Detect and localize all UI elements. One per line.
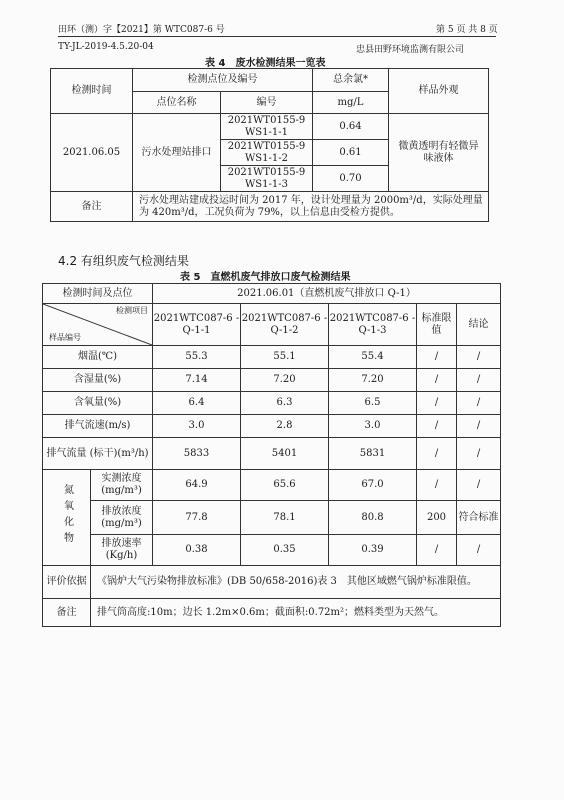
nox-label [43,470,91,566]
cell-value: 2.8 [241,415,329,438]
wastewater-table [50,68,489,222]
section-heading: 4.2 有组织废气检测结果 [58,254,189,268]
cell-value: 5401 [241,438,329,470]
note-text: 污水处理站建成投运时间为 2017 年，设计处理量为 2000m³/d，实际处理量为 420m³/d，工况负荷为 79%，以上信息由受检方提供。 [133,192,489,222]
sample-code: 2021WT0155-9 WS1-1-2 [221,140,313,166]
sample-date: 2021.06.05 [51,114,133,192]
sample-appearance: 微黄透明有轻微异味液体 [389,114,489,192]
sample-code: 2021WT0155-9 WS1-1-3 [221,166,313,192]
cell-limit: / [417,369,457,392]
cell-value: 0.39 [329,535,417,566]
col-header-param: 总余氯* [313,69,389,92]
cell-value: 55.1 [241,346,329,369]
exhaust-gas-table [42,283,501,627]
note-label: 备注 [51,192,133,222]
cell-value: 3.0 [153,415,241,438]
cell-value: 0.35 [241,535,329,566]
cell-value: 7.14 [153,369,241,392]
table4-title: 表 4 废水检测结果一览表 [205,58,326,69]
sample-code: 2021WT0155-9 WS1-1-1 [221,114,313,140]
cell-value: 6.4 [153,392,241,415]
cell-conclusion: / [457,346,501,369]
cell-value: 6.5 [329,392,417,415]
cell-value: 0.38 [153,535,241,566]
row-label: 排放速率 (Kg/h) [91,535,153,566]
cell-value: 65.6 [241,470,329,501]
col-header-code: 编号 [221,92,313,114]
basis-text: 《锅炉大气污染物排放标准》(DB 50/658-2016)表 3 其他区域燃气锅炉标准限值。 [91,566,501,599]
col-header-point-group: 检测点位及编号 [133,69,313,92]
cell-value: 55.4 [329,346,417,369]
row-label: 含氧量(%) [43,392,153,415]
row-label: 实测浓度 (mg/m³) [91,470,153,501]
col-header-date-point: 2021.06.01（直燃机废气排放口 Q-1） [153,284,501,304]
cell-conclusion: / [457,392,501,415]
note-text: 排气筒高度:10m；边长 1.2m×0.6m；截面积:0.72m²；燃料类型为天然气。 [91,599,501,627]
cell-limit: / [417,415,457,438]
cell-value: 55.3 [153,346,241,369]
cell-limit: 200 [417,501,457,535]
row-label: 排气流量 (标干)(m³/h) [43,438,153,470]
cell-conclusion: / [457,535,501,566]
cell-limit: / [417,392,457,415]
cell-limit: / [417,470,457,501]
diagonal-header [43,304,153,346]
sample-header: 2021WTC087-6 -Q-1-3 [329,304,417,346]
cell-value: 77.8 [153,501,241,535]
row-label: 烟温(℃) [43,346,153,369]
cell-limit: / [417,535,457,566]
cell-conclusion: / [457,470,501,501]
sample-header: 2021WTC087-6 -Q-1-2 [241,304,329,346]
col-header-unit: mg/L [313,92,389,114]
nox-label-text: 氮氧化物 [61,483,73,548]
cell-conclusion: / [457,415,501,438]
cell-value: 67.0 [329,470,417,501]
header-rule [58,36,496,37]
sample-value: 0.61 [313,140,389,166]
cell-limit: / [417,346,457,369]
col-header-time-point: 检测时间及点位 [43,284,153,304]
cell-limit: / [417,438,457,470]
basis-label: 评价依据 [43,566,91,599]
company-name: 忠县田野环境监测有限公司 [356,45,465,55]
cell-value: 5831 [329,438,417,470]
cell-value: 7.20 [241,369,329,392]
col-header-point-name: 点位名称 [133,92,221,114]
cell-value: 7.20 [329,369,417,392]
sample-header: 2021WTC087-6 -Q-1-1 [153,304,241,346]
row-label: 排放浓度 (mg/m³) [91,501,153,535]
report-ref: 田环（测）字【2021】第 WTC087-6 号 [58,25,225,35]
diag-sample-label: 样品编号 [49,333,81,343]
col-header-time: 检测时间 [51,69,133,114]
col-header-limit: 标准限值 [417,304,457,346]
sample-value: 0.64 [313,114,389,140]
cell-value: 64.9 [153,470,241,501]
cell-value: 6.3 [241,392,329,415]
sample-value: 0.70 [313,166,389,192]
cell-conclusion: / [457,369,501,392]
sample-point: 污水处理站排口 [133,114,221,192]
col-header-appearance: 样品外观 [389,69,489,114]
cell-value: 5833 [153,438,241,470]
diag-item-label: 检测项目 [116,306,148,315]
cell-value: 3.0 [329,415,417,438]
cell-value: 80.8 [329,501,417,535]
cell-conclusion: / [457,438,501,470]
page-number: 第 5 页 共 8 页 [436,25,498,35]
col-header-conclusion: 结论 [457,304,501,346]
row-label: 含湿量(%) [43,369,153,392]
row-label: 排气流速(m/s) [43,415,153,438]
note-label: 备注 [43,599,91,627]
cell-conclusion: 符合标准 [457,501,501,535]
cell-value: 78.1 [241,501,329,535]
table5-title: 表 5 直燃机废气排放口废气检测结果 [180,272,351,283]
form-number: TY-JL-2019-4.5.20-04 [58,42,154,52]
